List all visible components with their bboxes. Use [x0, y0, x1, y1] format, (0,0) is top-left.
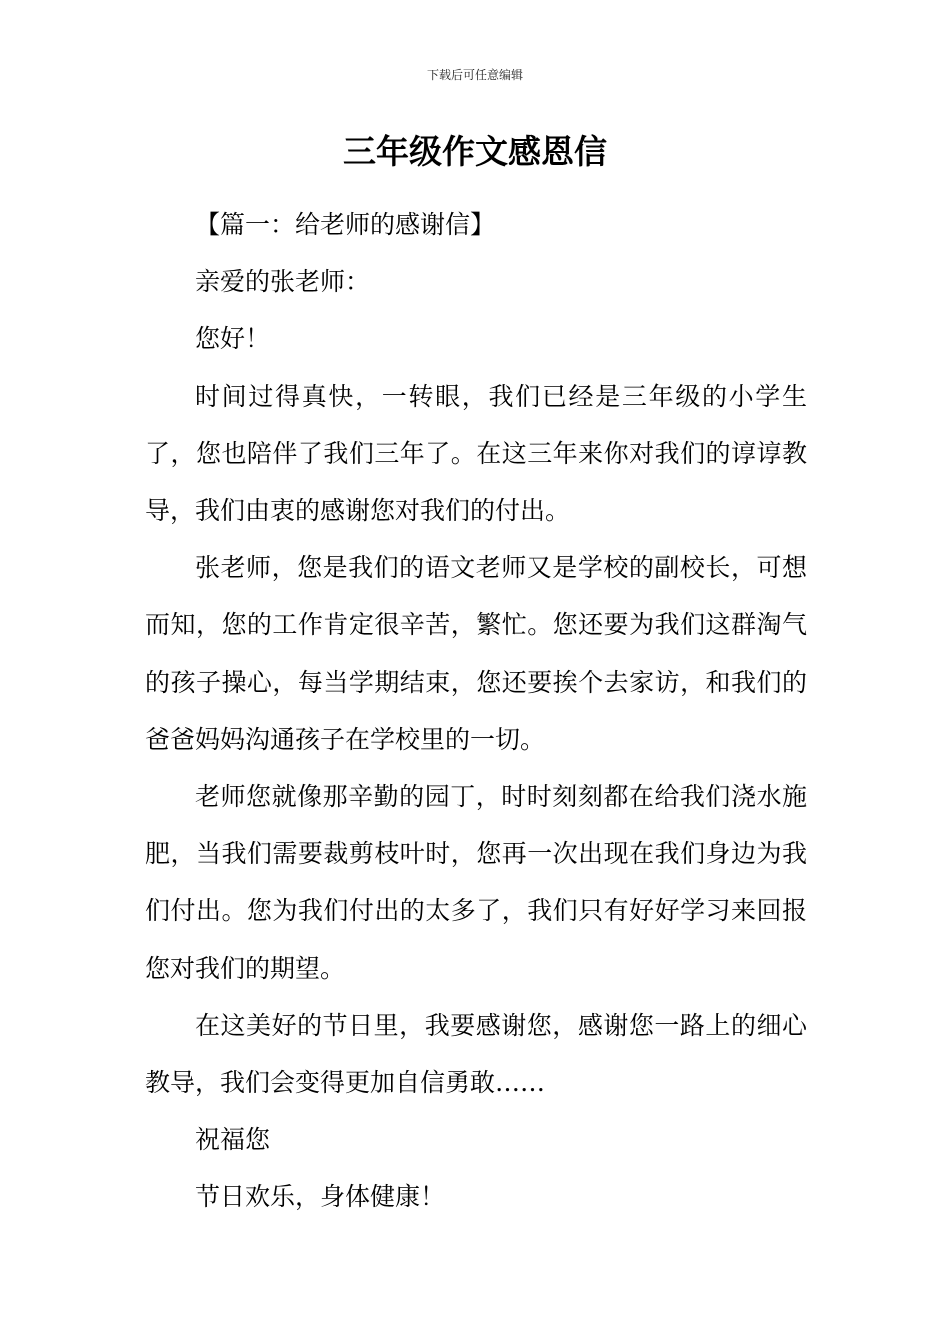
greeting: 您好！: [195, 324, 271, 354]
closing-wish: 祝福您: [195, 1125, 271, 1155]
body-paragraph: 在这美好的节日里，我要感谢您，感谢您一路上的细心教导，我们会变得更加自信勇敢……: [145, 1010, 807, 1098]
document-body: [145, 196, 807, 1226]
closing-blessing: 节日欢乐，身体健康！: [195, 1182, 446, 1212]
body-paragraph: 张老师，您是我们的语文老师又是学校的副校长，可想而知，您的工作肯定很辛苦，繁忙。您还要为我们这群淘气的孩子操心，每当学期结束，您还要挨个去家访，和我们的爸爸妈妈沟通孩子在学校里的一切。: [145, 553, 807, 754]
document-title: 三年级作文感恩信: [343, 132, 607, 171]
body-paragraph: 老师您就像那辛勤的园丁，时时刻刻都在给我们浇水施肥，当我们需要裁剪枝叶时，您再一次出现在我们身边为我们付出。您为我们付出的太多了，我们只有好好学习来回报您对我们的期望。: [145, 782, 807, 983]
body-paragraph: 时间过得真快，一转眼，我们已经是三年级的小学生了，您也陪伴了我们三年了。在这三年来你对我们的谆谆教导，我们由衷的感谢您对我们的付出。: [145, 381, 807, 526]
section-heading: 【篇一：给老师的感谢信】: [195, 210, 496, 239]
salutation: 亲爱的张老师：: [195, 267, 371, 297]
header-note: 下载后可任意编辑: [426, 68, 523, 82]
